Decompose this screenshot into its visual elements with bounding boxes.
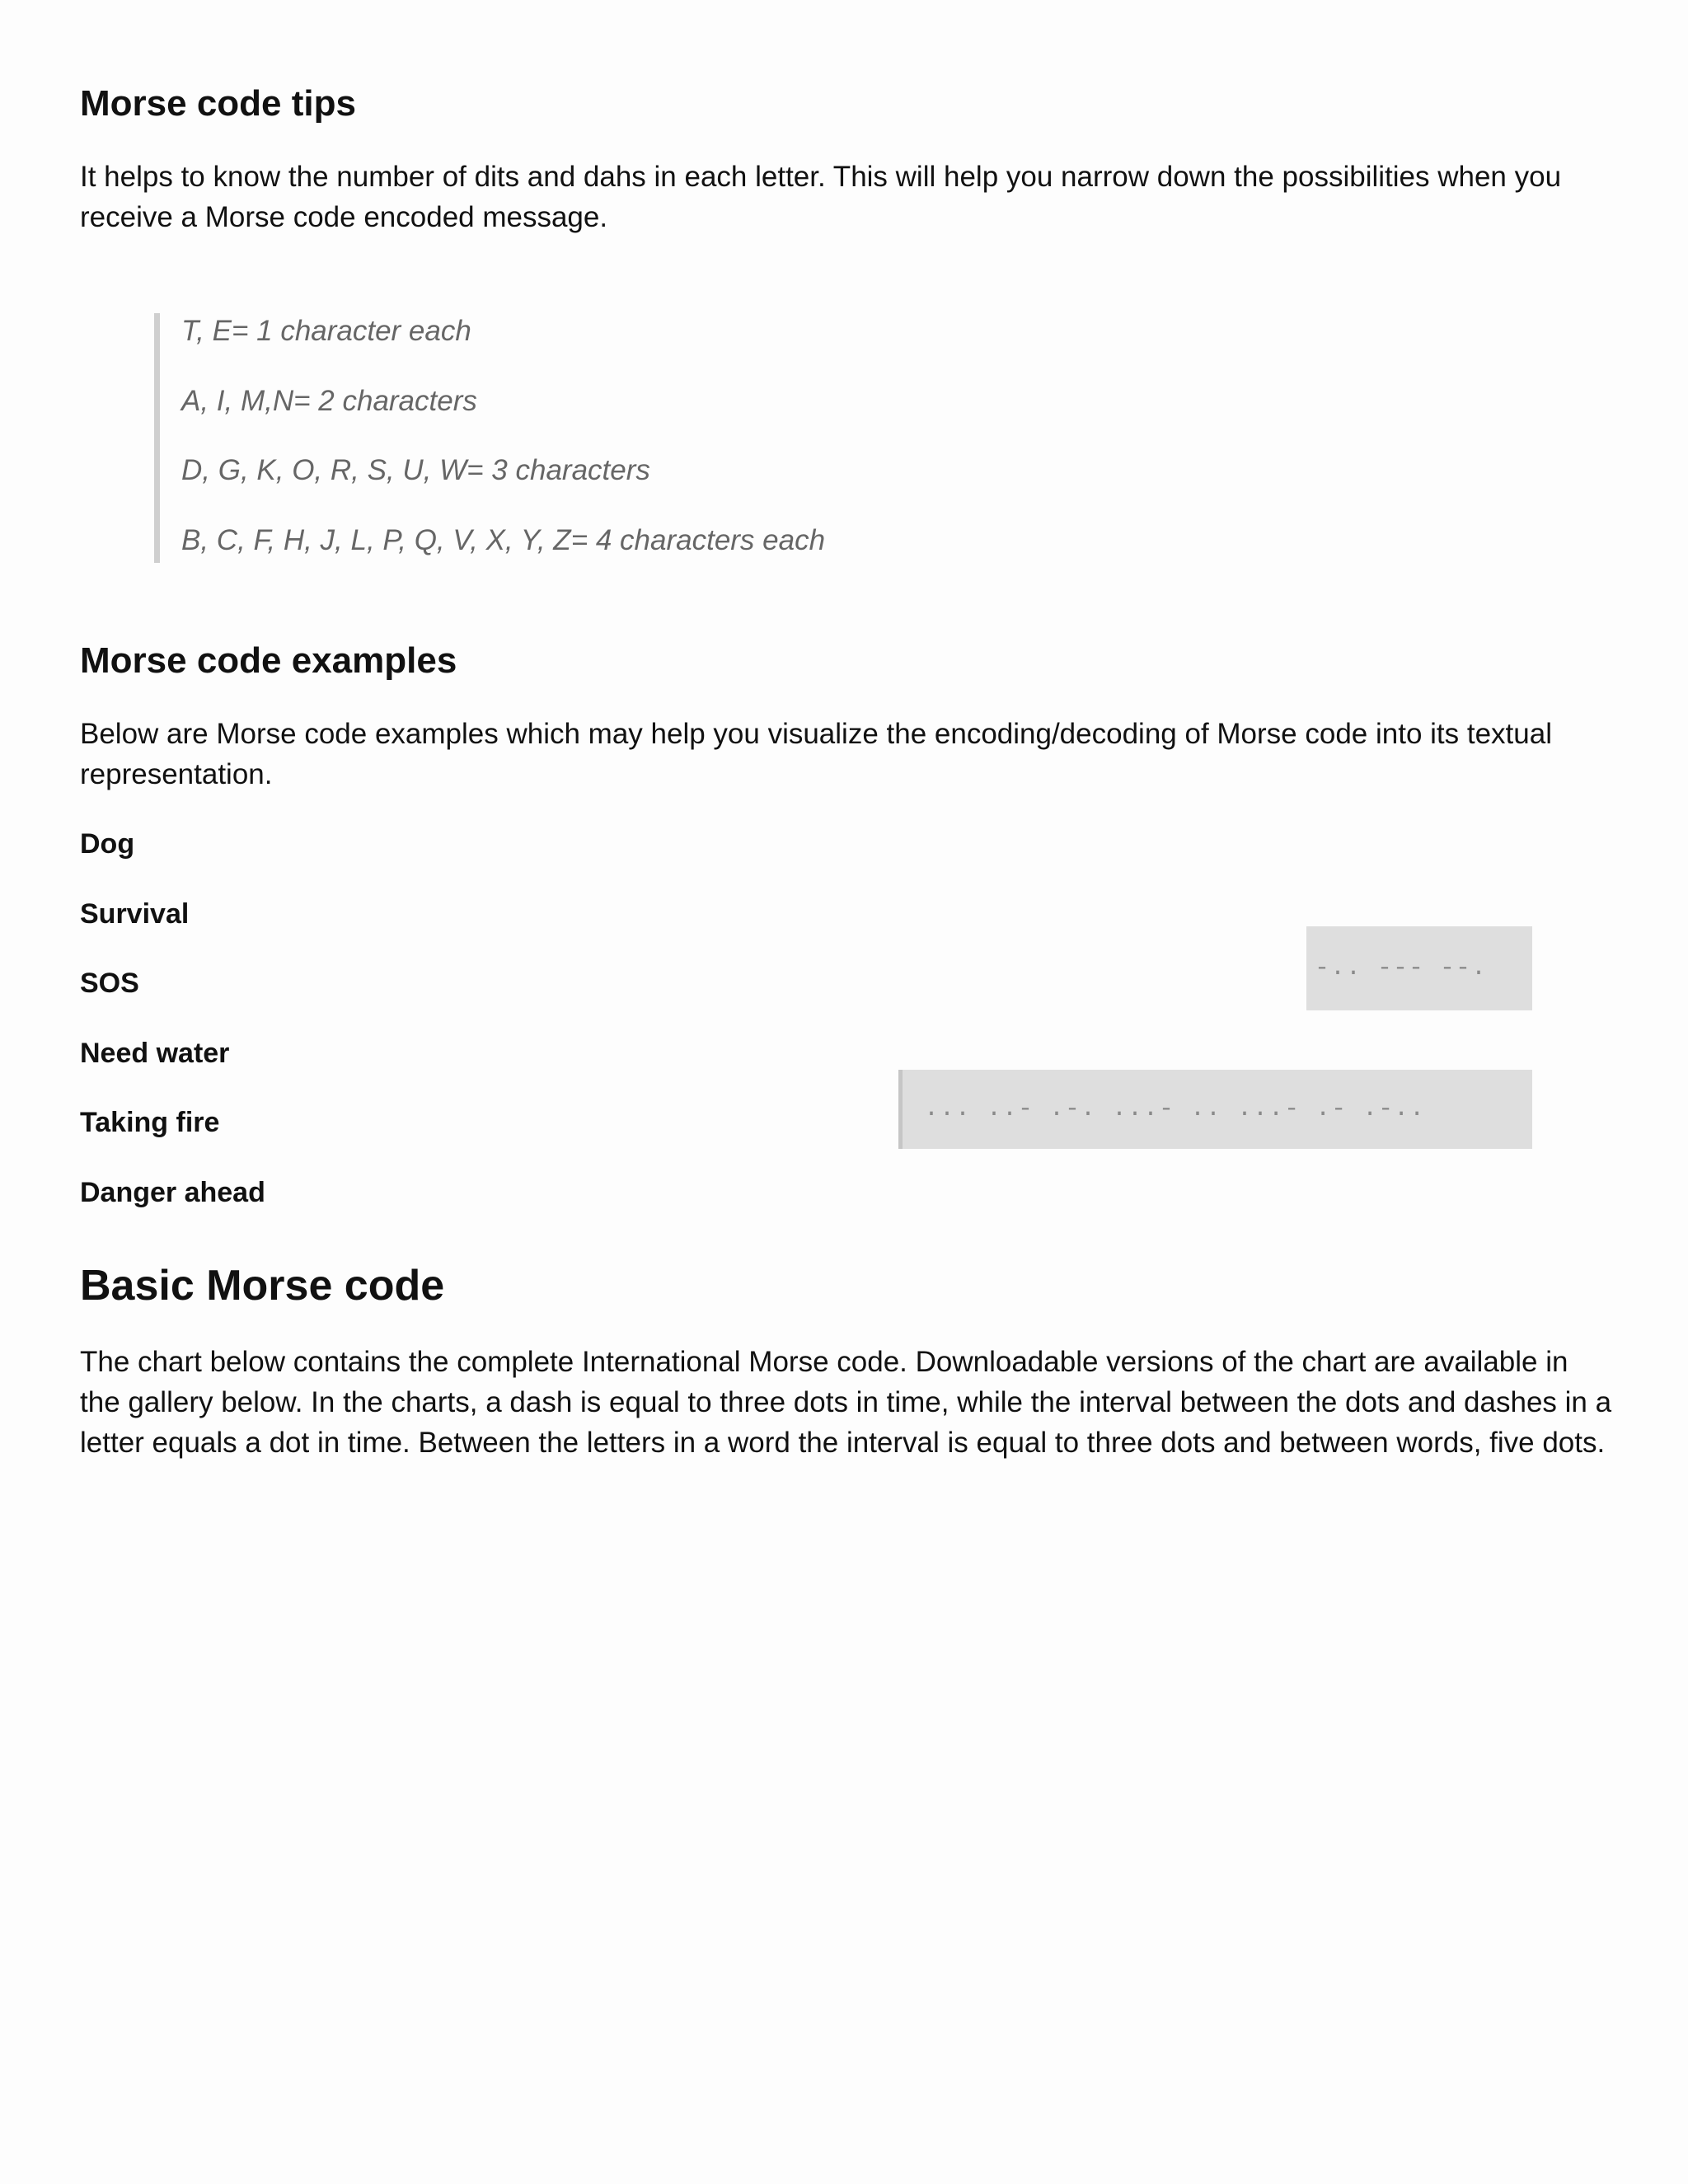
examples-paragraph: Below are Morse code examples which may help you visualize the encoding/decoding of Morse code into its textual representation.	[80, 718, 1552, 790]
example-item-danger-ahead: Danger ahead	[80, 1176, 265, 1208]
tips-heading: Morse code tips	[80, 83, 356, 124]
example-list	[80, 824, 1613, 1242]
morse-code-box-dog: -.. --- --.	[1306, 926, 1532, 1010]
quote-line: T, E= 1 character each	[181, 315, 471, 347]
examples-heading: Morse code examples	[80, 640, 457, 681]
basic-morse-paragraph: The chart below contains the complete International Morse code. Downloadable versions of the chart are available in the gallery below. In the charts, a dash is equal to three dots in time, while the interval between the dots and dashes in a letter equals a dot in time. Between the letters in a word the interval is equal to three dots and between words, five dots.	[80, 1346, 1612, 1459]
example-item-taking-fire: Taking fire	[80, 1107, 220, 1138]
example-item-sos: SOS	[80, 968, 139, 999]
quote-line: A, I, M,N= 2 characters	[181, 384, 477, 417]
quote-line: B, C, F, H, J, L, P, Q, V, X, Y, Z= 4 characters each	[181, 523, 826, 556]
tips-paragraph: It helps to know the number of dits and dahs in each letter. This will help you narrow down the possibilities when you receive a Morse code encoded message.	[80, 161, 1562, 233]
example-item-dog: Dog	[80, 828, 135, 860]
morse-code-box-survival: ... ..- .-. ...- .. ...- .- .-..	[898, 1070, 1532, 1149]
quote-line: D, G, K, O, R, S, U, W= 3 characters	[181, 454, 650, 486]
example-item-need-water: Need water	[80, 1037, 230, 1069]
basic-morse-heading: Basic Morse code	[80, 1262, 445, 1310]
character-count-blockquote	[154, 313, 825, 563]
example-item-survival: Survival	[80, 898, 190, 930]
